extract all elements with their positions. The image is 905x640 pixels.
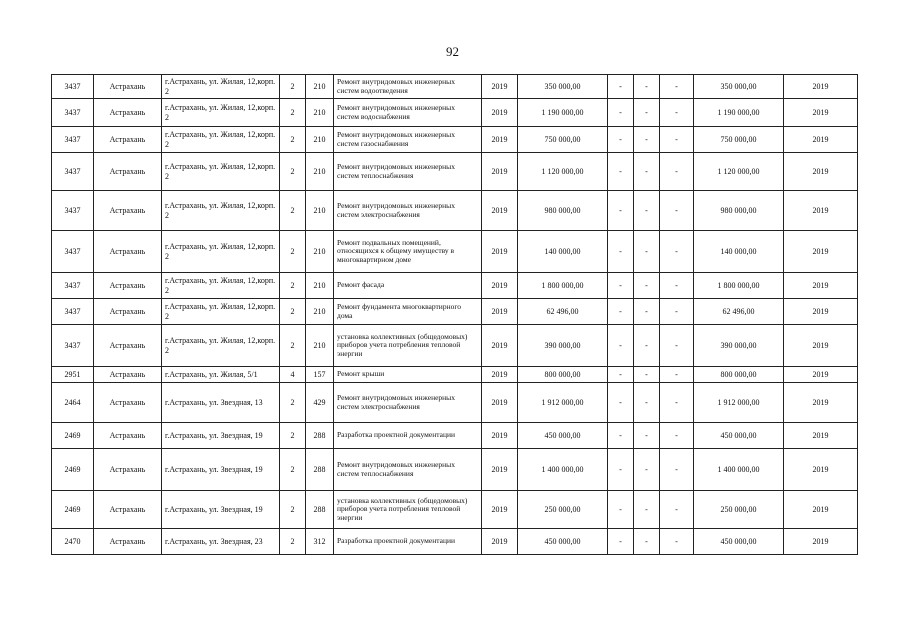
fund-1-cell: - [608,529,634,555]
amount-cell: 250 000,00 [694,491,784,529]
area-cell: 288 [306,449,334,491]
floors-cell: 2 [280,529,306,555]
fund-3-cell: - [660,231,694,273]
fund-3-cell: - [660,367,694,383]
row-id-cell: 3437 [52,231,94,273]
floors-cell: 4 [280,367,306,383]
completion-year-cell: 2019 [784,449,858,491]
year-cell: 2019 [482,127,518,153]
year-cell: 2019 [482,273,518,299]
work-type-cell: Разработка проектной документации [334,529,482,555]
table-row [52,449,858,491]
work-type-cell: Ремонт фасада [334,273,482,299]
address-cell: г.Астрахань, ул. Жилая, 12,корп. 2 [162,231,280,273]
total-cost-cell: 250 000,00 [518,491,608,529]
fund-3-cell: - [660,449,694,491]
address-cell: г.Астрахань, ул. Жилая, 12,корп. 2 [162,191,280,231]
table-row [52,383,858,423]
table-row [52,325,858,367]
city-cell: Астрахань [94,273,162,299]
amount-cell: 800 000,00 [694,367,784,383]
fund-3-cell: - [660,273,694,299]
table-row [52,423,858,449]
completion-year-cell: 2019 [784,127,858,153]
completion-year-cell: 2019 [784,367,858,383]
row-id-cell: 3437 [52,273,94,299]
fund-3-cell: - [660,383,694,423]
completion-year-cell: 2019 [784,99,858,127]
address-cell: г.Астрахань, ул. Звездная, 19 [162,423,280,449]
row-id-cell: 3437 [52,191,94,231]
work-type-cell: Ремонт фундамента многоквартирного дома [334,299,482,325]
fund-3-cell: - [660,529,694,555]
fund-1-cell: - [608,491,634,529]
city-cell: Астрахань [94,99,162,127]
fund-1-cell: - [608,127,634,153]
fund-1-cell: - [608,273,634,299]
row-id-cell: 3437 [52,99,94,127]
year-cell: 2019 [482,299,518,325]
table-row [52,191,858,231]
area-cell: 288 [306,491,334,529]
total-cost-cell: 62 496,00 [518,299,608,325]
row-id-cell: 3437 [52,325,94,367]
area-cell: 210 [306,99,334,127]
table-row [52,367,858,383]
city-cell: Астрахань [94,383,162,423]
amount-cell: 450 000,00 [694,529,784,555]
row-id-cell: 2469 [52,491,94,529]
fund-2-cell: - [634,529,660,555]
area-cell: 210 [306,273,334,299]
fund-1-cell: - [608,423,634,449]
fund-3-cell: - [660,127,694,153]
work-type-cell: Ремонт внутридомовых инженерных систем водоснабжения [334,99,482,127]
year-cell: 2019 [482,231,518,273]
row-id-cell: 2951 [52,367,94,383]
fund-2-cell: - [634,449,660,491]
amount-cell: 450 000,00 [694,423,784,449]
floors-cell: 2 [280,299,306,325]
area-cell: 157 [306,367,334,383]
address-cell: г.Астрахань, ул. Жилая, 12,корп. 2 [162,75,280,99]
address-cell: г.Астрахань, ул. Жилая, 12,корп. 2 [162,325,280,367]
total-cost-cell: 750 000,00 [518,127,608,153]
address-cell: г.Астрахань, ул. Звездная, 19 [162,491,280,529]
amount-cell: 1 800 000,00 [694,273,784,299]
work-type-cell: установка коллективных (общедомовых) приборов учета потребления тепловой энергии [334,325,482,367]
fund-2-cell: - [634,153,660,191]
area-cell: 288 [306,423,334,449]
amount-cell: 62 496,00 [694,299,784,325]
year-cell: 2019 [482,153,518,191]
fund-2-cell: - [634,273,660,299]
fund-1-cell: - [608,153,634,191]
completion-year-cell: 2019 [784,191,858,231]
completion-year-cell: 2019 [784,299,858,325]
amount-cell: 140 000,00 [694,231,784,273]
fund-3-cell: - [660,99,694,127]
address-cell: г.Астрахань, ул. Звездная, 13 [162,383,280,423]
city-cell: Астрахань [94,367,162,383]
row-id-cell: 3437 [52,127,94,153]
fund-2-cell: - [634,367,660,383]
total-cost-cell: 1 190 000,00 [518,99,608,127]
city-cell: Астрахань [94,75,162,99]
page-number: 92 [446,44,459,59]
floors-cell: 2 [280,75,306,99]
amount-cell: 350 000,00 [694,75,784,99]
floors-cell: 2 [280,449,306,491]
area-cell: 210 [306,153,334,191]
completion-year-cell: 2019 [784,423,858,449]
completion-year-cell: 2019 [784,383,858,423]
city-cell: Астрахань [94,529,162,555]
work-type-cell: установка коллективных (общедомовых) приборов учета потребления тепловой энергии [334,491,482,529]
total-cost-cell: 390 000,00 [518,325,608,367]
fund-3-cell: - [660,299,694,325]
address-cell: г.Астрахань, ул. Жилая, 12,корп. 2 [162,273,280,299]
total-cost-cell: 1 400 000,00 [518,449,608,491]
year-cell: 2019 [482,191,518,231]
completion-year-cell: 2019 [784,491,858,529]
address-cell: г.Астрахань, ул. Звездная, 23 [162,529,280,555]
area-cell: 210 [306,325,334,367]
table-row [52,231,858,273]
fund-2-cell: - [634,383,660,423]
total-cost-cell: 1 800 000,00 [518,273,608,299]
address-cell: г.Астрахань, ул. Жилая, 5/1 [162,367,280,383]
city-cell: Астрахань [94,491,162,529]
amount-cell: 980 000,00 [694,191,784,231]
fund-1-cell: - [608,449,634,491]
fund-3-cell: - [660,491,694,529]
capital-repair-table [51,74,858,555]
floors-cell: 2 [280,491,306,529]
amount-cell: 750 000,00 [694,127,784,153]
floors-cell: 2 [280,99,306,127]
row-id-cell: 3437 [52,153,94,191]
floors-cell: 2 [280,127,306,153]
city-cell: Астрахань [94,127,162,153]
fund-1-cell: - [608,325,634,367]
city-cell: Астрахань [94,191,162,231]
work-type-cell: Ремонт внутридомовых инженерных систем газоснабжения [334,127,482,153]
fund-1-cell: - [608,191,634,231]
fund-2-cell: - [634,325,660,367]
year-cell: 2019 [482,367,518,383]
total-cost-cell: 980 000,00 [518,191,608,231]
floors-cell: 2 [280,153,306,191]
address-cell: г.Астрахань, ул. Жилая, 12,корп. 2 [162,99,280,127]
fund-1-cell: - [608,231,634,273]
fund-1-cell: - [608,383,634,423]
row-id-cell: 2469 [52,449,94,491]
table-row [52,529,858,555]
total-cost-cell: 140 000,00 [518,231,608,273]
area-cell: 210 [306,127,334,153]
year-cell: 2019 [482,491,518,529]
year-cell: 2019 [482,423,518,449]
completion-year-cell: 2019 [784,153,858,191]
fund-1-cell: - [608,367,634,383]
row-id-cell: 2469 [52,423,94,449]
table-row [52,127,858,153]
city-cell: Астрахань [94,231,162,273]
fund-3-cell: - [660,75,694,99]
table-row [52,99,858,127]
row-id-cell: 2464 [52,383,94,423]
fund-2-cell: - [634,299,660,325]
fund-3-cell: - [660,153,694,191]
work-type-cell: Ремонт внутридомовых инженерных систем теплоснабжения [334,153,482,191]
address-cell: г.Астрахань, ул. Звездная, 19 [162,449,280,491]
area-cell: 210 [306,191,334,231]
year-cell: 2019 [482,325,518,367]
fund-1-cell: - [608,75,634,99]
fund-2-cell: - [634,231,660,273]
fund-2-cell: - [634,423,660,449]
address-cell: г.Астрахань, ул. Жилая, 12,корп. 2 [162,127,280,153]
total-cost-cell: 350 000,00 [518,75,608,99]
amount-cell: 1 190 000,00 [694,99,784,127]
table-row [52,299,858,325]
year-cell: 2019 [482,99,518,127]
total-cost-cell: 1 120 000,00 [518,153,608,191]
area-cell: 312 [306,529,334,555]
work-type-cell: Ремонт внутридомовых инженерных систем теплоснабжения [334,449,482,491]
completion-year-cell: 2019 [784,231,858,273]
amount-cell: 1 912 000,00 [694,383,784,423]
total-cost-cell: 450 000,00 [518,423,608,449]
year-cell: 2019 [482,529,518,555]
work-type-cell: Ремонт крыши [334,367,482,383]
total-cost-cell: 450 000,00 [518,529,608,555]
city-cell: Астрахань [94,325,162,367]
fund-3-cell: - [660,325,694,367]
table-row [52,153,858,191]
table-row [52,75,858,99]
city-cell: Астрахань [94,423,162,449]
year-cell: 2019 [482,75,518,99]
work-type-cell: Разработка проектной документации [334,423,482,449]
completion-year-cell: 2019 [784,325,858,367]
area-cell: 210 [306,299,334,325]
floors-cell: 2 [280,325,306,367]
row-id-cell: 3437 [52,299,94,325]
area-cell: 210 [306,75,334,99]
year-cell: 2019 [482,383,518,423]
city-cell: Астрахань [94,153,162,191]
floors-cell: 2 [280,231,306,273]
completion-year-cell: 2019 [784,75,858,99]
fund-2-cell: - [634,127,660,153]
city-cell: Астрахань [94,299,162,325]
area-cell: 429 [306,383,334,423]
floors-cell: 2 [280,191,306,231]
completion-year-cell: 2019 [784,529,858,555]
address-cell: г.Астрахань, ул. Жилая, 12,корп. 2 [162,153,280,191]
total-cost-cell: 800 000,00 [518,367,608,383]
amount-cell: 1 120 000,00 [694,153,784,191]
fund-2-cell: - [634,75,660,99]
work-type-cell: Ремонт внутридомовых инженерных систем электроснабжения [334,383,482,423]
address-cell: г.Астрахань, ул. Жилая, 12,корп. 2 [162,299,280,325]
floors-cell: 2 [280,423,306,449]
floors-cell: 2 [280,273,306,299]
amount-cell: 390 000,00 [694,325,784,367]
total-cost-cell: 1 912 000,00 [518,383,608,423]
fund-2-cell: - [634,99,660,127]
fund-1-cell: - [608,299,634,325]
table-row [52,491,858,529]
row-id-cell: 2470 [52,529,94,555]
work-type-cell: Ремонт внутридомовых инженерных систем электроснабжения [334,191,482,231]
completion-year-cell: 2019 [784,273,858,299]
area-cell: 210 [306,231,334,273]
year-cell: 2019 [482,449,518,491]
fund-1-cell: - [608,99,634,127]
fund-3-cell: - [660,191,694,231]
floors-cell: 2 [280,383,306,423]
city-cell: Астрахань [94,449,162,491]
row-id-cell: 3437 [52,75,94,99]
fund-2-cell: - [634,191,660,231]
work-type-cell: Ремонт внутридомовых инженерных систем водоотведения [334,75,482,99]
fund-3-cell: - [660,423,694,449]
table-row [52,273,858,299]
work-type-cell: Ремонт подвальных помещений, относящихся к общему имуществу в многоквартирном доме [334,231,482,273]
fund-2-cell: - [634,491,660,529]
amount-cell: 1 400 000,00 [694,449,784,491]
